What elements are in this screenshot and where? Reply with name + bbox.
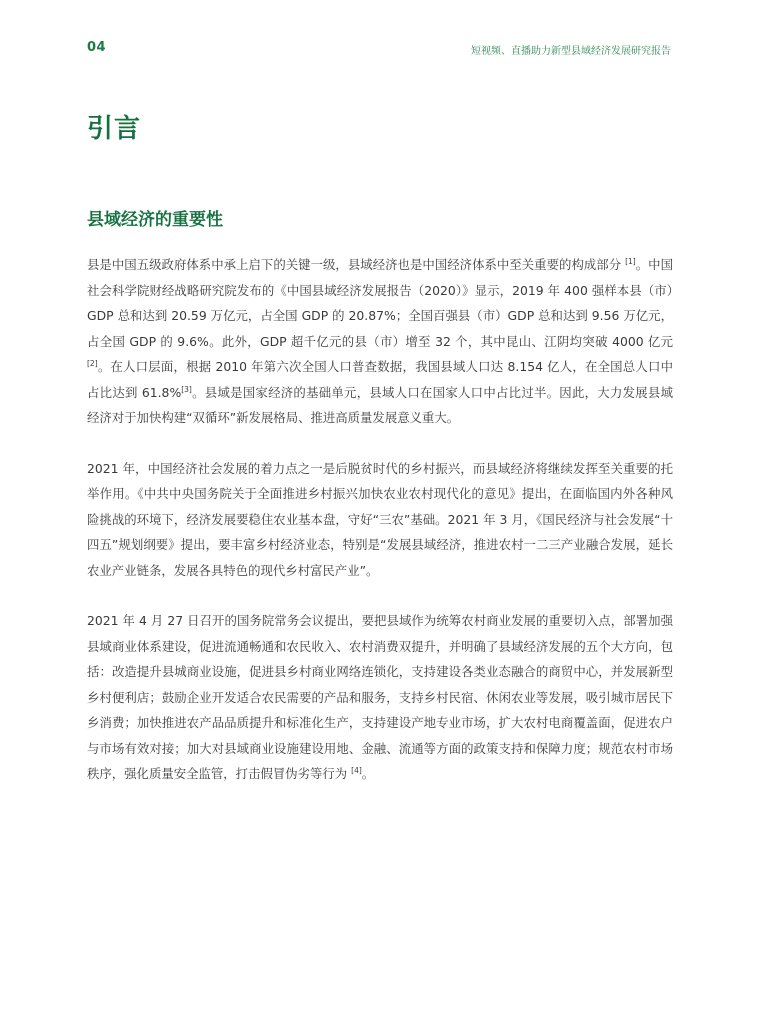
footnote-ref-2[interactable]: [2] bbox=[87, 358, 98, 368]
body-text bbox=[87, 252, 677, 812]
paragraph-1-text: 。县域是国家经济的基础单元，县域人口在国家人口中占比过半。因此，大力发展县域经济对于加快构建“双循环”新发展格局、推进高质量发展意义重大。 bbox=[87, 384, 673, 425]
paragraph-3-text: 。 bbox=[361, 766, 375, 781]
paragraph-2-text: 2021 年，中国经济社会发展的着力点之一是后脱贫时代的乡村振兴，而县域经济将继续发挥至关重要的托举作用。《中共中央国务院关于全面推进乡村振兴加快农业农村现代化的意见》提出，在面临国内外各种风险挑战的环境下，经济发展要稳住农业基本盘，守好“三农”基础。2021 年 3 月，《国民经济与社会发展“十四五”规划纲要》提出，要丰富乡村经济业态，特别是“发展县域经济，推进农村一二三产业融合发展，延长农业产业链条，发展各具特色的现代乡村富民产业”。 bbox=[87, 460, 673, 578]
running-header-title: 短视频、直播助力新型县域经济发展研究报告 bbox=[471, 46, 671, 57]
paragraph-3-text: 2021 年 4 月 27 日召开的国务院常务会议提出，要把县域作为统筹农村商业发展的重要切入点，部署加强县域商业体系建设，促进流通畅通和农民收入、农村消费双提升，并明确了县域经济发展的五个大方向，包括：改造提升县城商业设施，促进县乡村商业网络连锁化，支持建设各类业态融合的商贸中心，并发展新型乡村便利店；鼓励企业开发适合农民需要的产品和服务，支持乡村民宿、休闲农业等发展，吸引城市居民下乡消费；加快推进农产品品质提升和标准化生产，支持建设产地专业市场，扩大农村电商覆盖面，促进农户与市场有效对接；加大对县域商业设施建设用地、金融、流通等方面的政策支持和保障力度；规范农村市场秩序，强化质量安全监管，打击假冒伪劣等行为 bbox=[87, 613, 673, 781]
section-heading: 县域经济的重要性 bbox=[87, 210, 223, 230]
paragraph-1 bbox=[87, 252, 677, 431]
footnote-ref-1[interactable]: [1] bbox=[625, 256, 636, 266]
paragraph-1-text: 。中国社会科学院财经战略研究院发布的《中国县域经济发展报告（2020）》显示，2019 年 400 强样本县（市）GDP 总和达到 20.59 万亿元，占全国 GDP 的 20.87%；全国百强县（市）GDP 总和达到 9.56 万亿元，占全国 GDP 的 9.6%。此外，GDP 超千亿元的县（市）增至 32 个，其中昆山、江阴均突破 4000 亿元 bbox=[87, 257, 677, 349]
footnote-ref-3[interactable]: [3] bbox=[181, 384, 192, 394]
paragraph-1-text: 。在人口层面，根据 2010 年第六次全国人口普查数据，我国县域人口达 8.154 亿人，在全国总人口中占比达到 61.8% bbox=[87, 359, 673, 400]
paragraph-3 bbox=[87, 608, 673, 787]
paragraph-2 bbox=[87, 456, 673, 584]
footnote-ref-4[interactable]: [4] bbox=[351, 765, 362, 775]
paragraph-1-text: 县是中国五级政府体系中承上启下的关键一级，县域经济也是中国经济体系中至关重要的构成部分 bbox=[87, 257, 626, 272]
page-number: 04 bbox=[87, 40, 107, 55]
chapter-title: 引言 bbox=[87, 114, 142, 144]
